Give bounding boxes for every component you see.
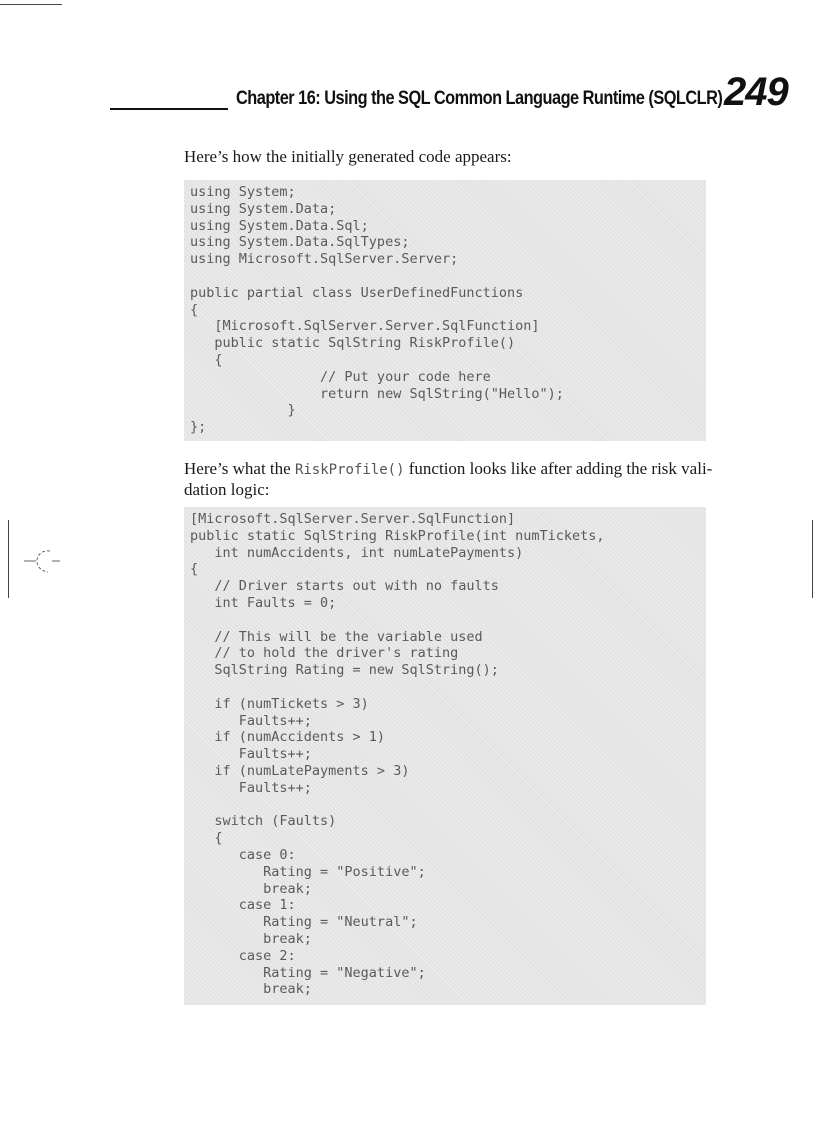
intro-paragraph: Here’s how the initially generated code appears: [184,147,512,166]
code-line: } [190,402,296,419]
code-line: Rating = "Negative"; [190,964,426,981]
code-line: return new SqlString("Hello"); [190,385,564,402]
code-line: public partial class UserDefinedFunctions [190,284,524,301]
code-line: using System.Data; [190,200,337,217]
code-line: Faults++; [190,746,312,763]
header-rule [110,108,228,110]
code-line: public static SqlString RiskProfile(int numTickets, [190,527,605,544]
code-line: public static SqlString RiskProfile() [190,335,516,352]
code-line: // to hold the driver's rating [190,645,459,662]
crop-mark-right [812,520,813,598]
code-line: using System; [190,184,296,200]
code-line: using System.Data.Sql; [190,217,369,234]
code-line: if (numLatePayments > 3) [190,762,410,779]
code-line [190,612,706,629]
code-line: // Driver starts out with no faults [190,578,499,595]
code-line: Faults++; [190,779,312,796]
code-line: break; [190,880,312,897]
code-line: int Faults = 0; [190,594,337,611]
code-line: { [190,561,199,578]
code-line: Rating = "Neutral"; [190,914,418,931]
risk-profile-code-listing [184,507,706,1005]
code-line: using Microsoft.SqlServer.Server; [190,251,459,268]
code-line: int numAccidents, int numLatePayments) [190,544,524,561]
code-line: case 0: [190,846,296,863]
code-line: { [190,301,199,318]
code-line [190,268,706,285]
code-line: if (numAccidents > 1) [190,729,386,746]
inline-code-riskprofile: RiskProfile() [294,462,405,478]
risk-logic-paragraph [184,459,714,499]
code-line: { [190,351,223,368]
code-line: switch (Faults) [190,813,337,830]
code-line: using System.Data.SqlTypes; [190,234,410,251]
code-line: }; [190,419,207,436]
code-line: break; [190,930,312,947]
code-line: Rating = "Positive"; [190,863,426,880]
paragraph-text-prefix: Here’s what the [184,459,295,478]
code-line: case 2: [190,947,296,964]
crop-mark-left [8,520,9,598]
code-line [190,797,706,814]
generated-code-listing [184,180,706,441]
code-line: break; [190,981,312,998]
code-line: { [190,830,223,847]
code-line: [Microsoft.SqlServer.Server.SqlFunction] [190,511,516,527]
chapter-running-head: Chapter 16: Using the SQL Common Language Runtime (SQLCLR) [236,88,723,109]
code-line: if (numTickets > 3) [190,695,369,712]
code-line: Faults++; [190,712,312,729]
code-line [190,679,706,696]
code-line: // This will be the variable used [190,628,483,645]
crop-mark-top [0,4,62,5]
paragraph-text-suffix: function looks like after adding the risk vali-dation logic: [184,459,713,499]
code-line: // Put your code here [190,368,491,385]
code-line: SqlString Rating = new SqlString(); [190,662,499,679]
page-number: 249 [724,70,788,114]
registration-mark-icon [22,548,62,574]
code-line: [Microsoft.SqlServer.Server.SqlFunction] [190,318,540,335]
code-line: case 1: [190,897,296,914]
